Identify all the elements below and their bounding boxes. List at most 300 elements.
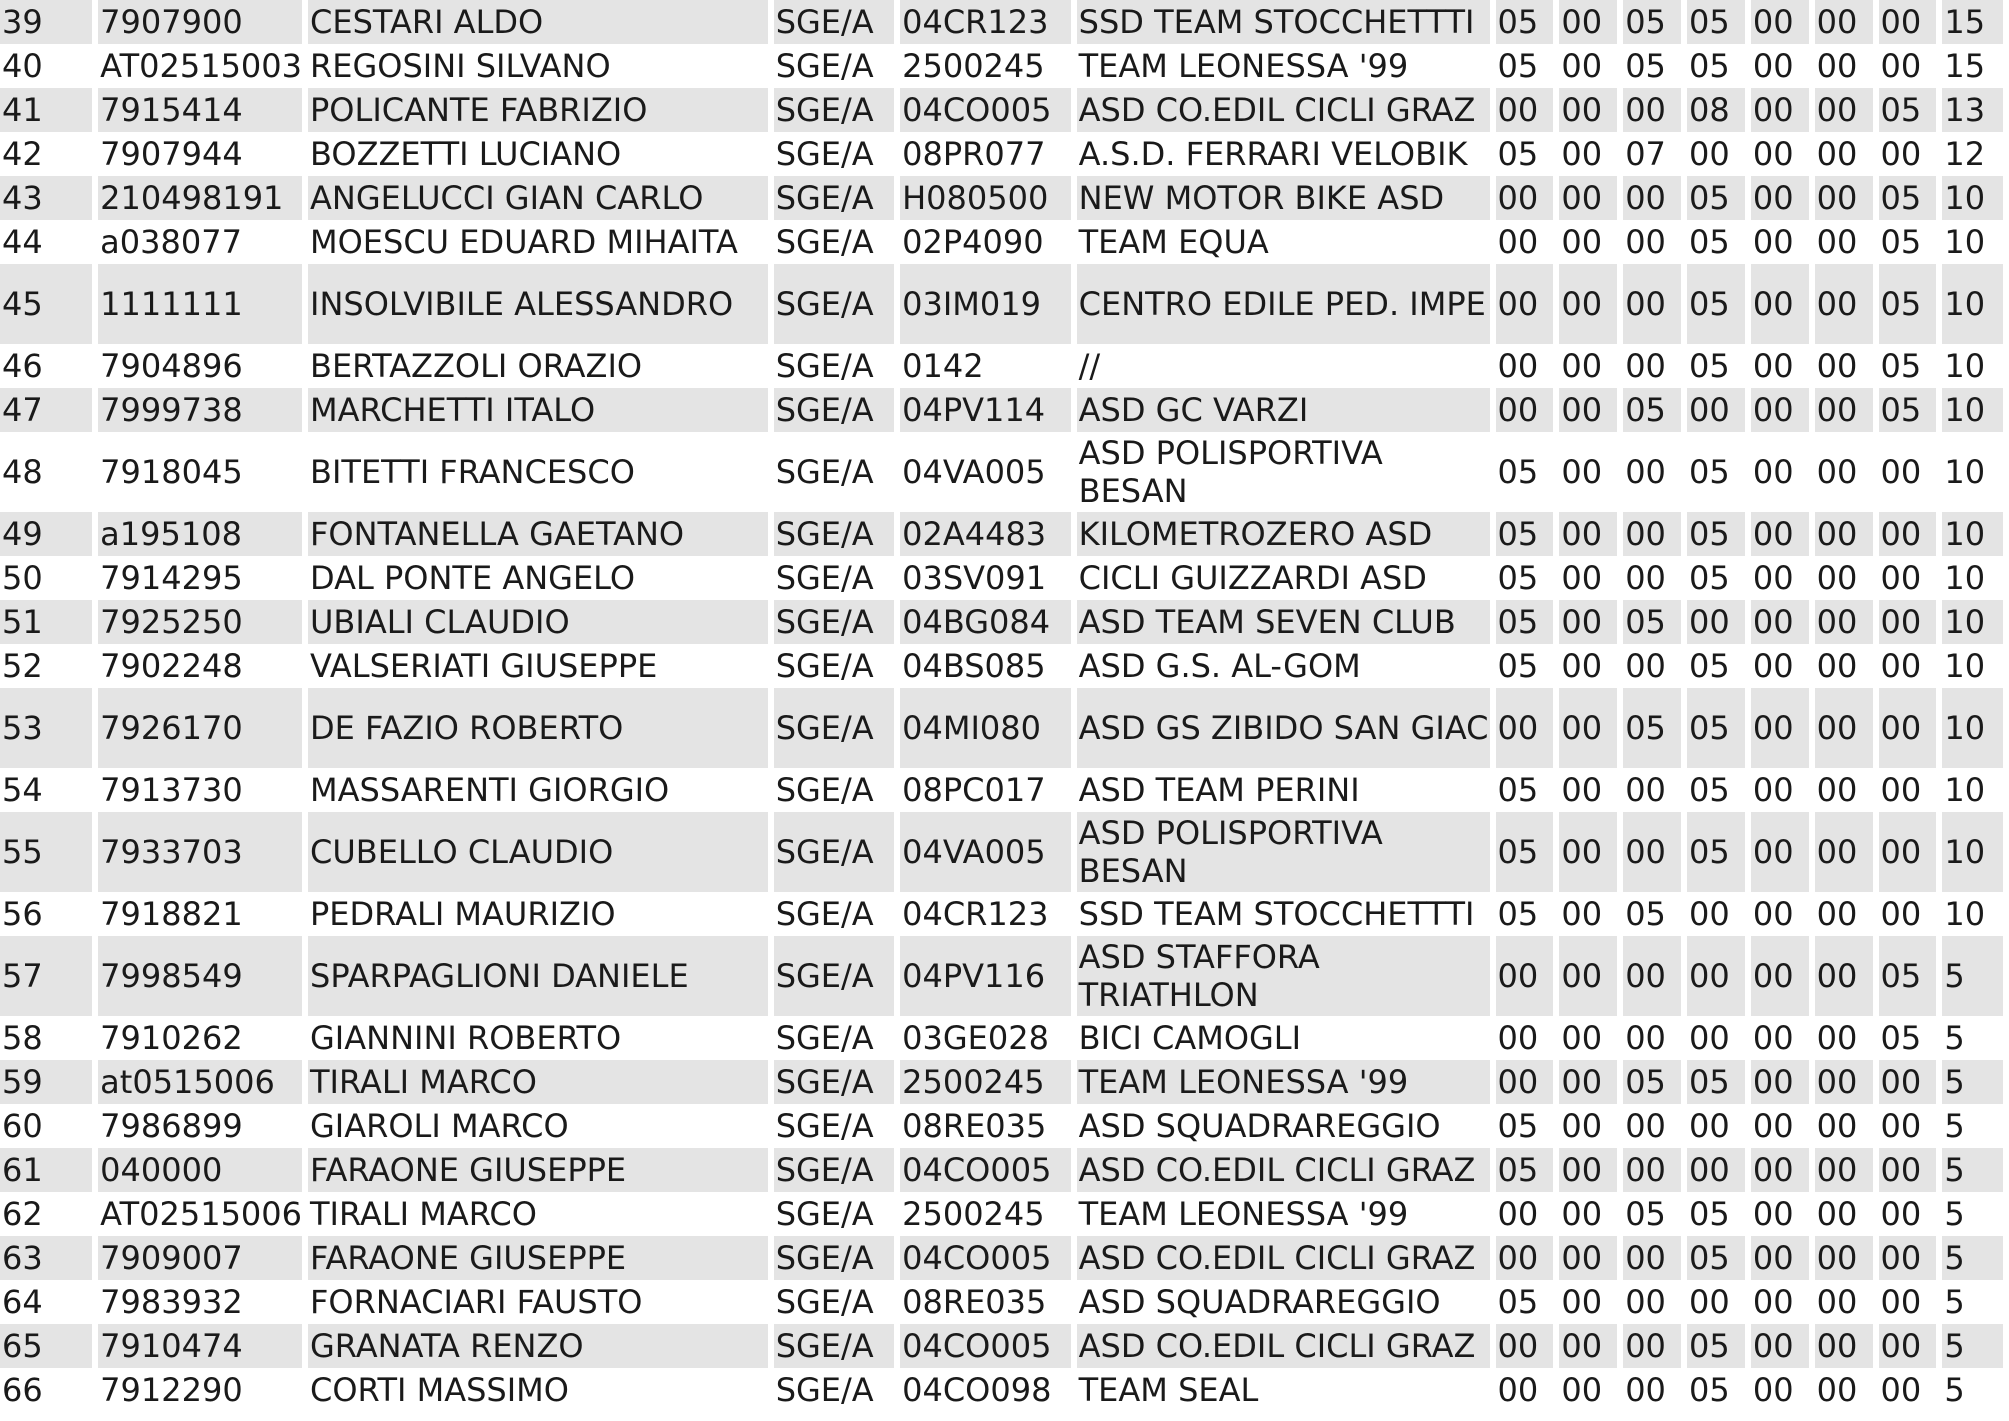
table-row: [0, 644, 2003, 688]
score-6-cell: 00: [1815, 936, 1873, 1016]
score-6-cell: 00: [1816, 1195, 1858, 1233]
position-cell: 55: [0, 812, 92, 892]
score-3-cell: 00: [1625, 223, 1666, 261]
athlete-name-cell: CORTI MASSIMO: [310, 1371, 569, 1409]
team-code-cell: 08RE035: [902, 1283, 1047, 1321]
score-7-cell: 05: [1879, 176, 1937, 220]
score-7-cell: 00: [1880, 453, 1922, 491]
score-2-cell: 00: [1559, 388, 1617, 432]
score-6-cell: 00: [1815, 1060, 1873, 1104]
athlete-name-cell: BERTAZZOLI ORAZIO: [310, 347, 643, 385]
score-1-cell: 00: [1497, 223, 1539, 261]
score-1-cell: 05: [1497, 559, 1539, 597]
score-2-cell: 00: [1561, 1195, 1603, 1233]
team-name-cell: ASD SQUADRAREGGIO: [1078, 1107, 1441, 1145]
score-7-cell: 00: [1880, 895, 1922, 933]
athlete-name-cell: MASSARENTI GIORGIO: [310, 771, 670, 809]
score-3-cell: 00: [1623, 812, 1681, 892]
table-row: [0, 44, 2003, 88]
score-1-cell: 05: [1497, 895, 1539, 933]
category-cell: SGE/A: [774, 1148, 894, 1192]
card-number-cell: a038077: [100, 223, 242, 261]
total-points-cell: 10: [1944, 895, 1986, 933]
total-points-cell: 10: [1944, 771, 1986, 809]
score-5-cell: 00: [1752, 1195, 1794, 1233]
team-name-cell: ASD GC VARZI: [1077, 388, 1490, 432]
card-number-cell: 7910474: [98, 1324, 302, 1368]
card-number-cell: 7918821: [100, 895, 243, 933]
score-5-cell: 00: [1751, 512, 1809, 556]
athlete-name-cell: FARAONE GIUSEPPE: [308, 1148, 768, 1192]
team-code-cell: 04CO098: [902, 1371, 1052, 1409]
total-points-cell: 10: [1942, 600, 2003, 644]
score-7-cell: 00: [1879, 1060, 1937, 1104]
score-2-cell: 00: [1561, 1107, 1603, 1145]
score-7-cell: 00: [1879, 512, 1937, 556]
card-number-cell: 1111111: [98, 264, 302, 344]
card-number-cell: 7918045: [100, 453, 243, 491]
position-cell: 39: [0, 0, 92, 44]
category-cell: SGE/A: [774, 0, 894, 44]
table-row: [0, 1280, 2003, 1324]
score-5-cell: 00: [1751, 1060, 1809, 1104]
score-6-cell: 00: [1816, 559, 1858, 597]
score-3-cell: 05: [1623, 0, 1681, 44]
score-6-cell: 00: [1816, 647, 1858, 685]
table-row: [0, 600, 2003, 644]
score-1-cell: 05: [1496, 0, 1554, 44]
score-3-cell: 00: [1623, 1324, 1681, 1368]
team-code-cell: 04CR123: [900, 0, 1071, 44]
athlete-name-cell: GIAROLI MARCO: [310, 1107, 569, 1145]
card-number-cell: 7909007: [98, 1236, 302, 1280]
athlete-name-cell: TIRALI MARCO: [308, 1060, 768, 1104]
team-code-cell: 04BS085: [902, 647, 1046, 685]
position-cell: 49: [0, 512, 92, 556]
team-name-cell: ASD CO.EDIL CICLI GRAZ: [1077, 1148, 1490, 1192]
score-1-cell: 00: [1497, 1195, 1539, 1233]
score-7-cell: 00: [1880, 1107, 1922, 1145]
athlete-name-cell: VALSERIATI GIUSEPPE: [310, 647, 658, 685]
table-row: [0, 556, 2003, 600]
score-5-cell: 00: [1751, 0, 1809, 44]
score-4-cell: 05: [1689, 223, 1730, 261]
team-name-cell: ASD CO.EDIL CICLI GRAZ: [1077, 88, 1490, 132]
score-4-cell: 00: [1689, 1107, 1730, 1145]
category-cell: SGE/A: [775, 1019, 874, 1057]
table-row: [0, 1016, 2003, 1060]
score-6-cell: 00: [1816, 135, 1858, 173]
score-6-cell: 00: [1815, 88, 1873, 132]
score-2-cell: 00: [1559, 812, 1617, 892]
score-2-cell: 00: [1561, 223, 1603, 261]
team-name-cell: CENTRO EDILE PED. IMPE: [1077, 264, 1490, 344]
team-name-cell: ASD GS ZIBIDO SAN GIAC: [1077, 688, 1490, 768]
score-3-cell: 00: [1625, 559, 1666, 597]
score-4-cell: 05: [1689, 347, 1730, 385]
athlete-name-cell: FARAONE GIUSEPPE: [308, 1236, 768, 1280]
score-7-cell: 00: [1880, 771, 1922, 809]
category-cell: SGE/A: [775, 453, 874, 491]
athlete-name-cell: GIANNINI ROBERTO: [310, 1019, 622, 1057]
team-code-cell: 04CO005: [900, 88, 1071, 132]
total-points-cell: 5: [1944, 1371, 1965, 1409]
score-2-cell: 00: [1559, 176, 1617, 220]
total-points-cell: 5: [1944, 1283, 1965, 1321]
total-points-cell: 10: [1942, 688, 2003, 768]
total-points-cell: 13: [1942, 88, 2003, 132]
card-number-cell: at0515006: [98, 1060, 302, 1104]
score-1-cell: 05: [1497, 135, 1539, 173]
total-points-cell: 5: [1942, 936, 2003, 1016]
total-points-cell: 12: [1944, 135, 1986, 173]
score-6-cell: 00: [1816, 1371, 1858, 1409]
score-2-cell: 00: [1561, 347, 1603, 385]
score-1-cell: 00: [1496, 176, 1554, 220]
card-number-cell: 7998549: [98, 936, 302, 1016]
score-1-cell: 05: [1496, 812, 1554, 892]
category-cell: SGE/A: [774, 812, 894, 892]
score-1-cell: 05: [1496, 600, 1554, 644]
position-cell: 56: [2, 895, 43, 933]
category-cell: SGE/A: [774, 688, 894, 768]
table-row: [0, 1236, 2003, 1280]
score-1-cell: 00: [1497, 1371, 1539, 1409]
position-cell: 62: [2, 1195, 43, 1233]
position-cell: 63: [0, 1236, 92, 1280]
table-row: [0, 88, 2003, 132]
position-cell: 52: [2, 647, 43, 685]
team-name-cell: A.S.D. FERRARI VELOBIK: [1078, 135, 1468, 173]
table-row: [0, 432, 2003, 512]
score-2-cell: 00: [1561, 895, 1603, 933]
score-1-cell: 00: [1496, 1236, 1554, 1280]
total-points-cell: 10: [1942, 512, 2003, 556]
athlete-name-cell: DAL PONTE ANGELO: [310, 559, 636, 597]
table-row: [0, 176, 2003, 220]
score-5-cell: 00: [1752, 771, 1794, 809]
category-cell: SGE/A: [774, 936, 894, 1016]
team-code-cell: 04MI080: [900, 688, 1071, 768]
position-cell: 45: [0, 264, 92, 344]
team-name-cell: TEAM LEONESSA '99: [1078, 47, 1409, 85]
score-3-cell: 00: [1625, 1371, 1666, 1409]
team-code-cell: 04VA005: [900, 812, 1071, 892]
score-5-cell: 00: [1752, 453, 1794, 491]
team-code-cell: 2500245: [902, 1195, 1045, 1233]
score-7-cell: 00: [1880, 647, 1922, 685]
score-4-cell: 05: [1687, 176, 1745, 220]
score-7-cell: 00: [1879, 1236, 1937, 1280]
score-4-cell: 00: [1687, 936, 1745, 1016]
category-cell: SGE/A: [774, 88, 894, 132]
score-2-cell: 00: [1559, 88, 1617, 132]
team-name-cell: ASD TEAM PERINI: [1078, 771, 1360, 809]
score-3-cell: 00: [1625, 647, 1666, 685]
score-2-cell: 00: [1559, 600, 1617, 644]
score-6-cell: 00: [1815, 176, 1873, 220]
category-cell: SGE/A: [774, 600, 894, 644]
score-7-cell: 00: [1880, 1371, 1922, 1409]
score-6-cell: 00: [1816, 1107, 1858, 1145]
score-7-cell: 00: [1880, 1195, 1922, 1233]
category-cell: SGE/A: [774, 176, 894, 220]
total-points-cell: 10: [1942, 812, 2003, 892]
score-3-cell: 00: [1625, 453, 1666, 491]
team-code-cell: 03SV091: [902, 559, 1047, 597]
total-points-cell: 5: [1944, 1195, 1965, 1233]
athlete-name-cell: UBIALI CLAUDIO: [308, 600, 768, 644]
table-row: [0, 344, 2003, 388]
score-7-cell: 00: [1880, 1283, 1922, 1321]
team-name-cell: ASD TEAM SEVEN CLUB: [1077, 600, 1490, 644]
score-6-cell: 00: [1815, 388, 1873, 432]
position-cell: 61: [0, 1148, 92, 1192]
score-6-cell: 00: [1815, 1324, 1873, 1368]
position-cell: 40: [2, 47, 43, 85]
score-2-cell: 00: [1559, 1236, 1617, 1280]
score-2-cell: 00: [1559, 0, 1617, 44]
category-cell: SGE/A: [774, 512, 894, 556]
score-6-cell: 00: [1815, 1148, 1873, 1192]
table-row: [0, 220, 2003, 264]
score-6-cell: 00: [1816, 1019, 1858, 1057]
position-cell: 43: [0, 176, 92, 220]
score-1-cell: 05: [1497, 771, 1539, 809]
total-points-cell: 10: [1944, 453, 1986, 491]
score-7-cell: 00: [1879, 1148, 1937, 1192]
position-cell: 41: [0, 88, 92, 132]
position-cell: 42: [2, 135, 43, 173]
score-4-cell: 00: [1689, 1283, 1730, 1321]
team-name-cell: ASD POLISPORTIVA BESAN: [1078, 434, 1383, 510]
score-4-cell: 05: [1687, 688, 1745, 768]
score-7-cell: 00: [1880, 559, 1922, 597]
score-4-cell: 05: [1687, 512, 1745, 556]
score-4-cell: 00: [1687, 388, 1745, 432]
score-7-cell: 00: [1880, 47, 1922, 85]
score-4-cell: 05: [1687, 812, 1745, 892]
category-cell: SGE/A: [775, 223, 874, 261]
team-name-cell: ASD CO.EDIL CICLI GRAZ: [1077, 1324, 1490, 1368]
score-4-cell: 05: [1687, 264, 1745, 344]
total-points-cell: 5: [1942, 1236, 2003, 1280]
athlete-name-cell: MOESCU EDUARD MIHAITA: [310, 223, 738, 261]
score-2-cell: 00: [1561, 771, 1603, 809]
athlete-name-cell: POLICANTE FABRIZIO: [308, 88, 768, 132]
athlete-name-cell: REGOSINI SILVANO: [310, 47, 611, 85]
team-code-cell: 04BG084: [900, 600, 1071, 644]
score-1-cell: 00: [1496, 688, 1554, 768]
total-points-cell: 5: [1942, 1148, 2003, 1192]
score-5-cell: 00: [1751, 1324, 1809, 1368]
score-6-cell: 00: [1815, 812, 1873, 892]
table-row: [0, 512, 2003, 556]
team-name-cell: SSD TEAM STOCCHETTTI: [1078, 895, 1475, 933]
position-cell: 57: [0, 936, 92, 1016]
score-3-cell: 00: [1623, 1148, 1681, 1192]
score-4-cell: 05: [1689, 1371, 1730, 1409]
category-cell: SGE/A: [775, 1371, 874, 1409]
team-name-cell: SSD TEAM STOCCHETTTI: [1077, 0, 1490, 44]
category-cell: SGE/A: [775, 135, 874, 173]
team-code-cell: 04CO005: [900, 1236, 1071, 1280]
total-points-cell: 10: [1944, 559, 1986, 597]
score-6-cell: 00: [1816, 895, 1858, 933]
team-code-cell: 08RE035: [902, 1107, 1047, 1145]
score-4-cell: 05: [1689, 647, 1730, 685]
score-5-cell: 00: [1751, 264, 1809, 344]
score-5-cell: 00: [1752, 559, 1794, 597]
score-5-cell: 00: [1752, 135, 1794, 173]
team-code-cell: 04PV114: [900, 388, 1071, 432]
team-code-cell: 03IM019: [900, 264, 1071, 344]
score-1-cell: 00: [1496, 1324, 1554, 1368]
score-7-cell: 05: [1879, 936, 1937, 1016]
category-cell: SGE/A: [775, 347, 874, 385]
position-cell: 53: [0, 688, 92, 768]
score-5-cell: 00: [1752, 1283, 1794, 1321]
position-cell: 66: [2, 1371, 43, 1409]
score-6-cell: 00: [1816, 347, 1858, 385]
total-points-cell: 10: [1942, 264, 2003, 344]
category-cell: SGE/A: [775, 1107, 874, 1145]
score-3-cell: 05: [1623, 688, 1681, 768]
score-5-cell: 00: [1752, 895, 1794, 933]
score-2-cell: 00: [1559, 688, 1617, 768]
team-name-cell: TEAM LEONESSA '99: [1078, 1195, 1409, 1233]
table-row: [0, 1324, 2003, 1368]
category-cell: SGE/A: [775, 771, 874, 809]
athlete-name-cell: ANGELUCCI GIAN CARLO: [308, 176, 768, 220]
score-2-cell: 00: [1559, 264, 1617, 344]
team-code-cell: 04CO005: [900, 1324, 1071, 1368]
card-number-cell: 7983932: [100, 1283, 243, 1321]
score-4-cell: 05: [1687, 1060, 1745, 1104]
card-number-cell: 7907944: [100, 135, 243, 173]
score-3-cell: 07: [1625, 135, 1666, 173]
category-cell: SGE/A: [775, 1195, 874, 1233]
team-code-cell: 04VA005: [902, 453, 1046, 491]
score-3-cell: 00: [1625, 347, 1666, 385]
category-cell: SGE/A: [774, 1060, 894, 1104]
team-name-cell: NEW MOTOR BIKE ASD: [1077, 176, 1490, 220]
table-row: [0, 264, 2003, 344]
score-5-cell: 00: [1751, 688, 1809, 768]
team-code-cell: 2500245: [900, 1060, 1071, 1104]
category-cell: SGE/A: [775, 1283, 874, 1321]
score-5-cell: 00: [1751, 1236, 1809, 1280]
table-row: [0, 1148, 2003, 1192]
score-5-cell: 00: [1751, 812, 1809, 892]
score-2-cell: 00: [1559, 1060, 1617, 1104]
score-4-cell: 00: [1689, 1019, 1730, 1057]
team-code-cell: 08PC017: [902, 771, 1046, 809]
table-row: [0, 1192, 2003, 1236]
team-code-cell: 04CR123: [902, 895, 1049, 933]
score-6-cell: 00: [1816, 223, 1858, 261]
card-number-cell: 040000: [98, 1148, 302, 1192]
team-name-cell: CICLI GUIZZARDI ASD: [1078, 559, 1427, 597]
score-5-cell: 00: [1752, 647, 1794, 685]
score-7-cell: 05: [1880, 1019, 1922, 1057]
athlete-name-cell: PEDRALI MAURIZIO: [310, 895, 616, 933]
team-name-cell: ASD POLISPORTIVA BESAN: [1077, 812, 1490, 892]
score-2-cell: 00: [1561, 453, 1603, 491]
total-points-cell: 15: [1942, 0, 2003, 44]
athlete-name-cell: CUBELLO CLAUDIO: [308, 812, 768, 892]
card-number-cell: 7933703: [98, 812, 302, 892]
category-cell: SGE/A: [775, 895, 874, 933]
table-row: [0, 892, 2003, 936]
total-points-cell: 15: [1944, 47, 1986, 85]
score-4-cell: 05: [1687, 0, 1745, 44]
table-row: [0, 0, 2003, 44]
score-6-cell: 00: [1816, 453, 1858, 491]
score-1-cell: 05: [1496, 512, 1554, 556]
athlete-name-cell: TIRALI MARCO: [310, 1195, 537, 1233]
team-code-cell: 04PV116: [900, 936, 1071, 1016]
score-6-cell: 00: [1816, 47, 1858, 85]
card-number-cell: 7915414: [98, 88, 302, 132]
team-code-cell: 02P4090: [902, 223, 1044, 261]
score-5-cell: 00: [1751, 1148, 1809, 1192]
card-number-cell: 7907900: [98, 0, 302, 44]
team-name-cell: //: [1078, 347, 1101, 385]
score-2-cell: 00: [1561, 1371, 1603, 1409]
score-5-cell: 00: [1752, 47, 1794, 85]
score-3-cell: 05: [1623, 1060, 1681, 1104]
score-3-cell: 00: [1623, 512, 1681, 556]
score-7-cell: 00: [1879, 688, 1937, 768]
score-4-cell: 00: [1689, 135, 1730, 173]
team-name-cell: KILOMETROZERO ASD: [1077, 512, 1490, 556]
card-number-cell: 7999738: [98, 388, 302, 432]
score-4-cell: 00: [1687, 1148, 1745, 1192]
score-2-cell: 00: [1561, 647, 1603, 685]
score-3-cell: 00: [1625, 771, 1666, 809]
card-number-cell: 7902248: [100, 647, 243, 685]
score-7-cell: 00: [1879, 0, 1937, 44]
category-cell: SGE/A: [774, 264, 894, 344]
table-row: [0, 388, 2003, 432]
score-2-cell: 00: [1561, 1019, 1603, 1057]
total-points-cell: 5: [1942, 1324, 2003, 1368]
athlete-name-cell: SPARPAGLIONI DANIELE: [308, 936, 768, 1016]
position-cell: 65: [0, 1324, 92, 1368]
card-number-cell: a195108: [98, 512, 302, 556]
table-row: [0, 768, 2003, 812]
score-7-cell: 00: [1879, 1324, 1937, 1368]
score-1-cell: 00: [1496, 388, 1554, 432]
athlete-name-cell: INSOLVIBILE ALESSANDRO: [308, 264, 768, 344]
card-number-cell: 7904896: [100, 347, 243, 385]
score-1-cell: 05: [1496, 1148, 1554, 1192]
card-number-cell: 7926170: [98, 688, 302, 768]
table-row: [0, 1060, 2003, 1104]
score-4-cell: 00: [1687, 600, 1745, 644]
score-1-cell: 00: [1496, 1060, 1554, 1104]
score-1-cell: 00: [1497, 1019, 1539, 1057]
score-4-cell: 05: [1689, 771, 1730, 809]
athlete-name-cell: FONTANELLA GAETANO: [308, 512, 768, 556]
score-4-cell: 05: [1689, 559, 1730, 597]
score-2-cell: 00: [1561, 135, 1603, 173]
score-1-cell: 05: [1497, 453, 1539, 491]
card-number-cell: 7925250: [98, 600, 302, 644]
position-cell: 60: [2, 1107, 43, 1145]
table-row: [0, 1368, 2003, 1412]
